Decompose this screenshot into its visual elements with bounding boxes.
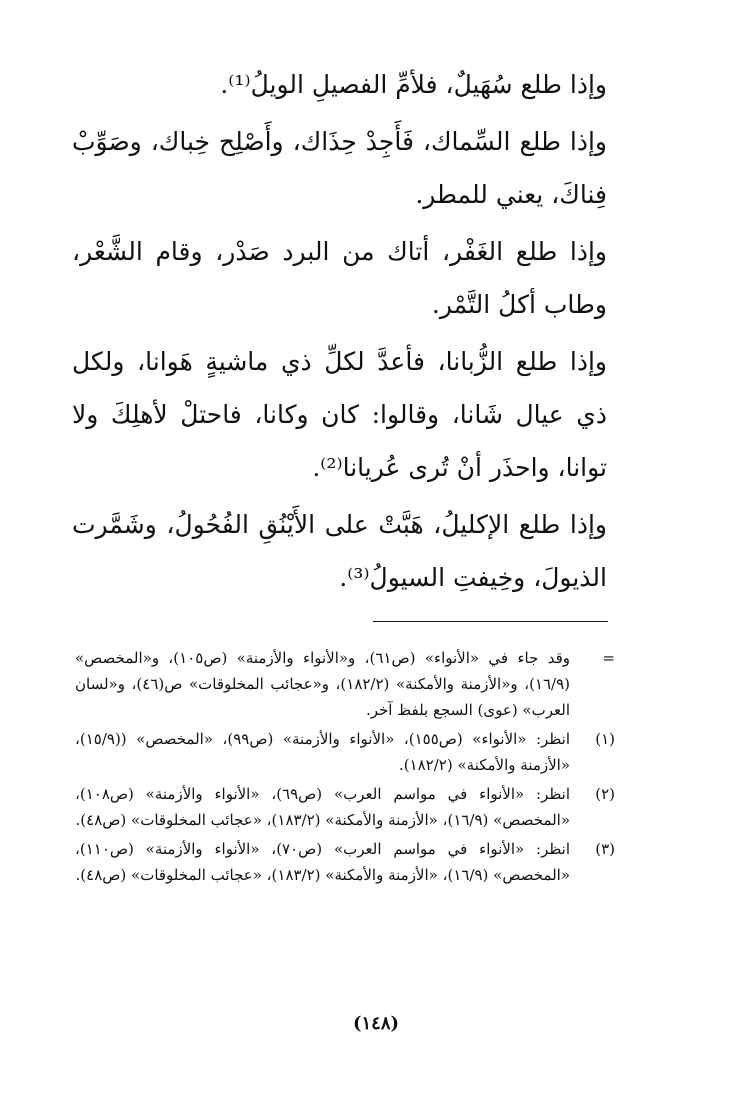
footnote-2	[75, 781, 615, 833]
paragraph-suhail: وإذا طلع سُهَيلٌ، فلأمِّ الفصيلِ الويلُ⁽¹⁾.	[220, 70, 607, 99]
paragraph-simak: وإذا طلع السِّماك، فَأَجِدْ حِذَاك، وأَصْلِح خِباك، وصَوِّبْ فِناكَ، يعني للمطر.	[72, 127, 607, 209]
paragraph-iklil: وإذا طلع الإكليلُ، هَبَّتْ على الأَيْنُقِ الفُحُولُ، وشَمَّرت الذيولَ، وخِيفتِ السيولُ⁽³⁾.	[72, 510, 607, 592]
paragraph-zubana: وإذا طلع الزُّبانا، فأعدَّ لكلِّ ذي ماشيةٍ هَوانا، ولكل ذي عيال شَانا، وقالوا: كان وكانا، فاحتلْ لأهلِكَ ولا توانا، واحذَر أنْ تُرى عُريانا⁽²⁾.	[72, 347, 607, 482]
footnote-text: انظر: «الأنواء في مواسم العرب» (ص٧٠)، «الأنواء والأزمنة» (ص١١٠)، «المخصص» (١٦/٩)، «الأزمنة والأمكنة» (١٨٣/٢)، «عجائب المخلوقات» (ص٤٨).	[75, 840, 570, 884]
footnote-marker: =	[602, 649, 615, 667]
footnote-1	[75, 726, 615, 778]
page-number: (١٤٨)	[352, 1013, 400, 1034]
footnote-3	[75, 836, 615, 888]
footnote-marker: (١)	[595, 730, 615, 748]
footnote-text: انظر: «الأنواء في مواسم العرب» (ص٦٩)، «الأنواء والأزمنة» (ص١٠٨)، «المخصص» (١٦/٩)، «الأزمنة والأمكنة» (١٨٣/٢)، «عجائب المخلوقات» (ص٤٨).	[75, 785, 570, 829]
paragraph-ghafr: وإذا طلع الغَفْر، أتاك من البرد صَدْر، وقام الشَّعْر، وطاب أكلُ التَّمْر.	[72, 237, 607, 319]
main-text	[72, 58, 607, 608]
footnote-text: انظر: «الأنواء» (ص١٥٥)، «الأنواء والأزمنة» (ص٩٩)، «المخصص» ((١٥/٩)، «الأزمنة والأمكنة» (١٨٢/٢).	[75, 730, 570, 774]
footnote-marker: (٢)	[595, 785, 615, 803]
footnote-continued	[75, 645, 615, 723]
footnote-marker: (٣)	[595, 840, 615, 858]
footnotes	[75, 645, 615, 891]
footnote-text: وقد جاء في «الأنواء» (ص٦١)، و«الأنواء والأزمنة» (ص١٠٥)، و«المخصص» (١٦/٩)، و«الأزمنة والأمكنة» (١٨٢/٢)، و«عجائب المخلوقات» ص(٤٦)، و«لسان العرب» (عوى) السجع بلفظ آخر.	[75, 649, 571, 719]
footnote-divider	[373, 621, 608, 622]
